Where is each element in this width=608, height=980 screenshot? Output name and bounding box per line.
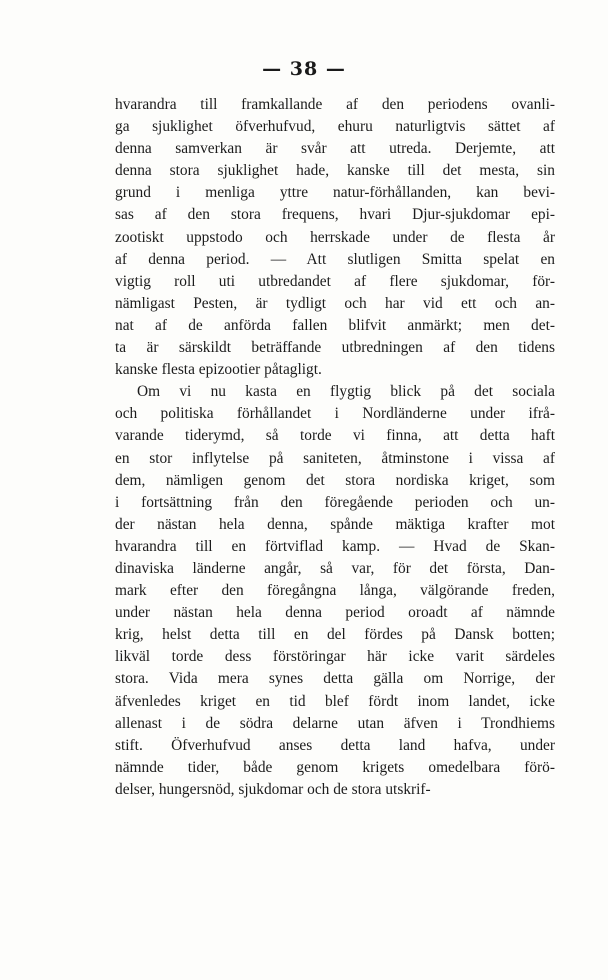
text-line: denna stora sjuklighet hade, kanske till det mesta, sin: [115, 162, 555, 180]
text-line: dem, nämligen genom det stora nordiska kriget, som: [115, 471, 555, 489]
paragraph-1: [115, 94, 555, 381]
text-line: en stor inflytelse på saniteten, åtminstone i vissa af: [115, 449, 555, 467]
text-line: allenast i de södra delarne utan äfven i Trondhiems: [115, 714, 555, 732]
page-number: — 38 —: [262, 58, 346, 80]
text-line: grund i menliga yttre natur-förhållanden, kan bevi-: [115, 184, 555, 202]
text-line: i fortsättning från den föregående perioden och un-: [115, 493, 555, 511]
text-line: äfvenledes kriget en tid blef fördt inom landet, icke: [115, 692, 555, 710]
text-line: stift. Öfverhufvud anses detta land hafva, under: [115, 736, 555, 754]
text-line: Om vi nu kasta en flygtig blick på det sociala: [137, 383, 555, 401]
text-line: nämnde tider, både genom krigets omedelbara förö-: [115, 758, 555, 776]
text-line: hvarandra till en förtviflad kamp. — Hvad de Skan-: [115, 537, 555, 555]
text-line: zootiskt uppstodo och herrskade under de flesta år: [115, 228, 555, 246]
text-line: dinaviska länderne angår, så var, för det första, Dan-: [115, 559, 555, 577]
text-line: hvarandra till framkallande af den periodens ovanli-: [115, 96, 555, 113]
text-line: sas af den stora frequens, hvari Djur-sjukdomar epi-: [115, 206, 555, 224]
text-line: nämligast Pesten, är tydligt och har vid ett och an-: [115, 294, 555, 312]
text-line: delser, hungersnöd, sjukdomar och de stora utskrif-: [115, 780, 431, 798]
text-line: varande tiderymd, så torde vi finna, att detta haft: [115, 427, 555, 445]
text-line: vigtig roll uti utbredandet af flere sjukdomar, för-: [115, 272, 555, 290]
text-line: kanske flesta epizootier påtagligt.: [115, 361, 322, 379]
text-line: der nästan hela denna, spånde mäktiga krafter mot: [115, 515, 555, 533]
text-line: under nästan hela denna period oroadt af nämnde: [115, 604, 555, 622]
text-line: likväl torde dess förstöringar här icke varit särdeles: [115, 648, 555, 666]
text-line: stora. Vida mera synes detta gälla om Norrige, der: [115, 670, 555, 688]
paragraph-2: [115, 381, 555, 801]
text-line: mark efter den föregångna långa, välgörande freden,: [115, 582, 555, 600]
text-line: ga sjuklighet öfverhufvud, ehuru naturligtvis sättet af: [115, 118, 555, 136]
text-line: af denna period. — Att slutligen Smitta spelat en: [115, 250, 555, 268]
text-line: nat af de anförda fallen blifvit anmärkt; men det-: [115, 316, 555, 334]
text-line: ta är särskildt beträffande utbredningen af den tidens: [115, 339, 555, 357]
text-line: krig, helst detta till en del fördes på Dansk botten;: [115, 626, 555, 644]
text-line: denna samverkan är svår att utreda. Derjemte, att: [115, 140, 555, 158]
text-line: och politiska förhållandet i Nordländerne under ifrå-: [115, 405, 555, 423]
body-text: [115, 94, 555, 801]
